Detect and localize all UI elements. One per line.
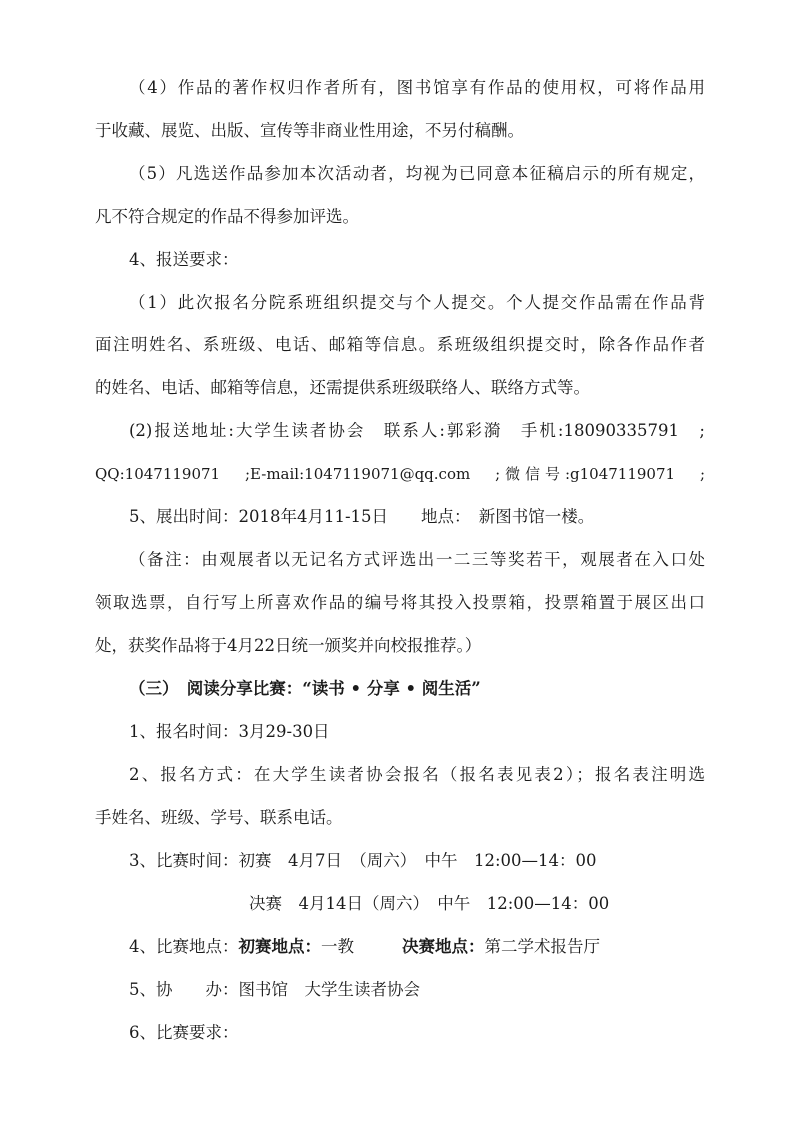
paragraph-line: 5、协 办：图书馆 大学生读者协会: [129, 980, 420, 999]
paragraph-line: 面注明姓名、系班级、电话、邮箱等信息。系班级组织提交时，除各作品作者: [95, 335, 705, 354]
paragraph-line: 处，获奖作品将于4月22日统一颁奖并向校报推荐。）: [95, 636, 482, 655]
paragraph-line: （4）作品的著作权归作者所有，图书馆享有作品的使用权，可将作品用: [129, 78, 705, 97]
venue-label: 4、比赛地点：: [129, 937, 239, 956]
paragraph-line: 1、报名时间：3月29-30日: [129, 722, 330, 741]
paragraph-line: （5）凡选送作品参加本次活动者，均视为已同意本征稿启示的所有规定，: [129, 164, 705, 183]
paragraph-line: [129, 935, 705, 959]
paragraph-line: 2、报名方式：在大学生读者协会报名（报名表见表2）；报名表注明选: [129, 765, 705, 784]
prelim-venue-label: 初赛地点：: [238, 937, 321, 956]
paragraph-line: 领取选票，自行写上所喜欢作品的编号将其投入投票箱，投票箱置于展区出口: [95, 593, 705, 612]
paragraph-line: 5、展出时间：2018年4月11-15日 地点： 新图书馆一楼。: [129, 507, 595, 526]
paragraph-line: 于收藏、展览、出版、宣传等非商业性用途，不另付稿酬。: [95, 121, 524, 140]
paragraph-line: QQ:1047119071 ;E-mail:1047119071@qq.com ;微信号:g1047119071 ;: [95, 465, 705, 483]
paragraph-line: 凡不符合规定的作品不得参加评选。: [95, 207, 359, 226]
final-venue-label: 决赛地点：: [402, 937, 485, 956]
paragraph-line: （1）此次报名分院系班组织提交与个人提交。个人提交作品需在作品背: [129, 293, 705, 312]
final-venue: 第二学术报告厅: [484, 937, 600, 956]
paragraph-line: 3、比赛时间：初赛 4月7日 （周六） 中午 12:00—14：00: [129, 851, 597, 870]
paragraph-line: （备注：由观展者以无记名方式评选出一二三等奖若干，观展者在入口处: [129, 550, 705, 569]
paragraph-line: (2)报送地址:大学生读者协会 联系人:郭彩漪 手机:18090335791 ;: [129, 421, 705, 440]
paragraph-line: 决赛 4月14日（周六） 中午 12:00—14：00: [249, 894, 610, 913]
section-heading: 4、报送要求：: [129, 250, 239, 269]
section-title: （三） 阅读分享比赛：“读书 • 分享 • 阅生活”: [129, 679, 481, 698]
prelim-venue: 一教: [321, 937, 354, 956]
paragraph-line: 6、比赛要求：: [129, 1023, 239, 1042]
paragraph-line: 的姓名、电话、邮箱等信息，还需提供系班级联络人、联络方式等。: [95, 378, 590, 397]
paragraph-line: 手姓名、班级、学号、联系电话。: [95, 808, 343, 827]
